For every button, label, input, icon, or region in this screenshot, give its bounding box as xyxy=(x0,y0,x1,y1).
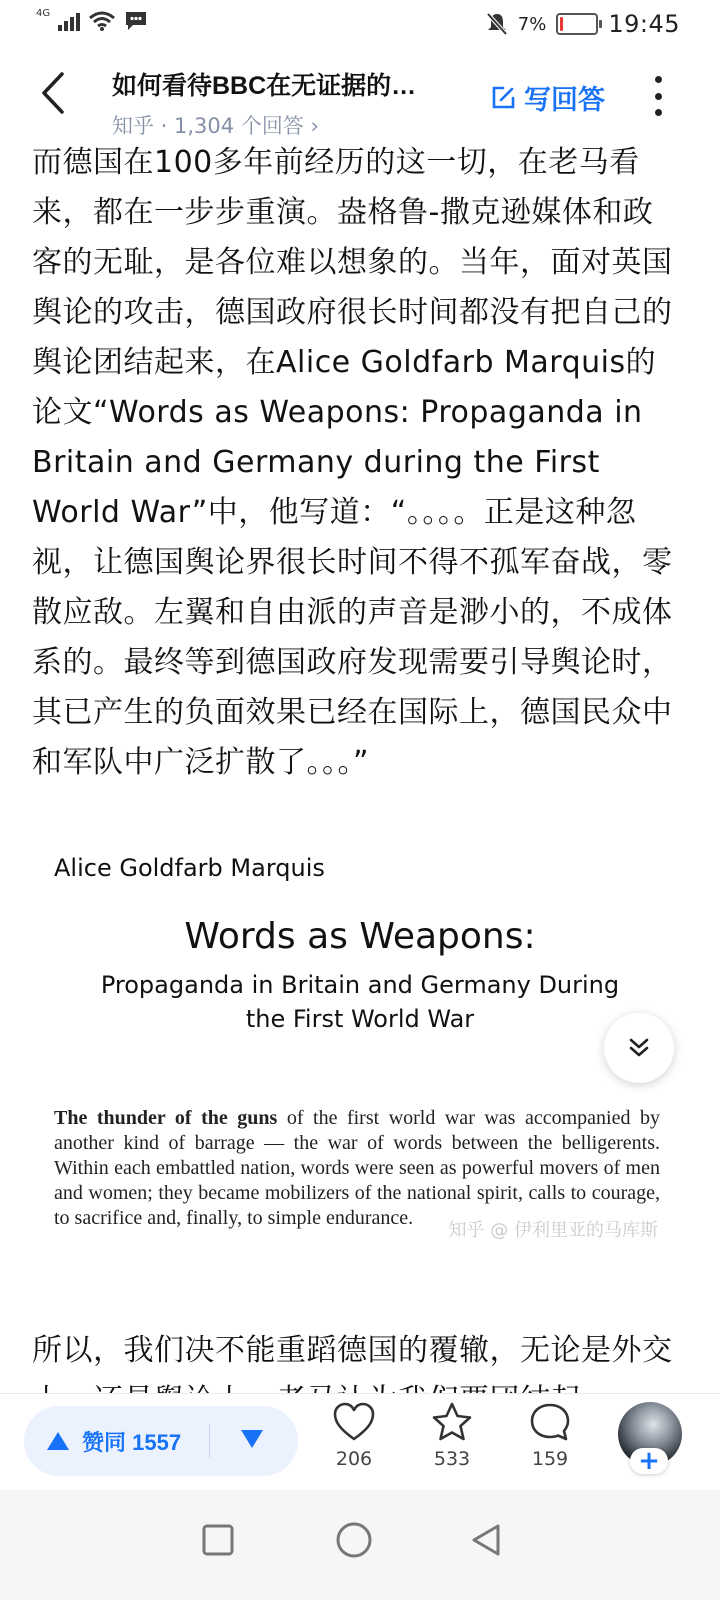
downvote-button[interactable] xyxy=(240,1429,264,1453)
upvote-button[interactable] xyxy=(24,1426,181,1457)
scroll-down-icon xyxy=(626,1035,652,1061)
paragraph: 所以，我们决不能重蹈德国的覆辙，无论是外交 xyxy=(32,1333,673,1368)
wifi-icon xyxy=(88,10,116,32)
clock: 19:45 xyxy=(608,10,680,38)
battery-icon xyxy=(556,13,598,35)
back-icon xyxy=(40,72,66,114)
question-header xyxy=(0,52,720,142)
watermark: 知乎 @ 伊利里亚的马库斯 xyxy=(448,1220,658,1241)
star-icon xyxy=(430,1402,474,1442)
question-title-block[interactable] xyxy=(112,66,472,140)
upvote-label: 赞同 1557 xyxy=(82,1429,182,1455)
more-icon[interactable] xyxy=(646,76,670,116)
answer-action-bar xyxy=(0,1393,720,1490)
network-type: 4G xyxy=(36,7,51,19)
like-button[interactable] xyxy=(324,1402,384,1470)
answer-count[interactable]: 知乎 · 1,304 个回答 › xyxy=(112,114,319,138)
status-right xyxy=(486,10,680,38)
edit-icon xyxy=(490,85,516,111)
downvote-icon xyxy=(240,1429,264,1449)
recent-apps-button[interactable] xyxy=(188,1510,248,1570)
excerpt-text: of the first world war was accompanied by another kind of barrage — the war of words between the belligerents. Within each embattled nation, words were seen as powerful movers of men and women; they became mobilizers of the national spirit, calls to courage, to sacrifice and, finally, to simple endurance. xyxy=(54,1107,661,1229)
embedded-image[interactable] xyxy=(40,840,680,1280)
signal-icon xyxy=(58,11,80,31)
nav-home-icon xyxy=(335,1521,373,1559)
mute-icon xyxy=(486,12,508,36)
battery-fill xyxy=(560,17,563,31)
image-subtitle xyxy=(40,968,680,1036)
comment-button[interactable] xyxy=(520,1402,580,1470)
image-excerpt xyxy=(54,1106,660,1231)
vote-divider xyxy=(209,1424,210,1458)
upvote-icon xyxy=(46,1431,70,1451)
comment-icon xyxy=(528,1402,572,1442)
nav-square-icon xyxy=(201,1523,235,1557)
status-left xyxy=(36,7,148,32)
write-answer-label: 写回答 xyxy=(524,85,605,115)
image-subtitle-line: the First World War xyxy=(245,1005,475,1033)
status-bar xyxy=(0,0,720,48)
nav-back-icon xyxy=(468,1522,504,1558)
comment-count: 159 xyxy=(531,1448,569,1470)
nav-back-button[interactable] xyxy=(456,1510,516,1570)
like-count: 206 xyxy=(335,1448,373,1470)
heart-icon xyxy=(332,1402,376,1442)
paragraph: 而德国在100多年前经历的这一切，在老马看来，都在一步步重演。盎格鲁-撒克逊媒体和政客的无耻，是各位难以想象的。当年，面对英国舆论的攻击，德国政府很长时间都没有把自己的舆论团结起来，在Alice Goldfarb Marquis的论文“Words as Weapons: Propaganda in Britain and Germany during the First World War”中，他写道：“。。。。正是这种忽视，让德国舆论界很长时间不得不孤军奋战，零散应敌。左翼和自由派的声音是渺小的，不成体系的。最终等到德国政府发现需要引导舆论时，其已产生的负面效果已经在国际上，德国民众中和军队中广泛扩散了。。。” xyxy=(32,145,673,780)
follow-author-button[interactable]: + xyxy=(630,1448,668,1474)
answer-body xyxy=(32,138,680,788)
excerpt-lead: The thunder of the guns xyxy=(54,1107,278,1129)
system-nav-bar xyxy=(0,1490,720,1600)
favorite-button[interactable] xyxy=(422,1402,482,1470)
message-icon xyxy=(124,10,148,32)
back-button[interactable] xyxy=(30,70,76,116)
scroll-down-button[interactable] xyxy=(604,1013,674,1083)
favorite-count: 533 xyxy=(433,1448,471,1470)
write-answer-button[interactable] xyxy=(490,78,605,117)
battery-percent: 7% xyxy=(517,13,547,35)
question-title[interactable]: 如何看待BBC在无证据的… xyxy=(112,72,417,100)
image-subtitle-line: Propaganda in Britain and Germany During xyxy=(100,971,620,999)
vote-pill xyxy=(24,1406,298,1476)
image-author: Alice Goldfarb Marquis xyxy=(54,854,325,882)
image-title: Words as Weapons: xyxy=(184,916,536,957)
home-button[interactable] xyxy=(324,1510,384,1570)
